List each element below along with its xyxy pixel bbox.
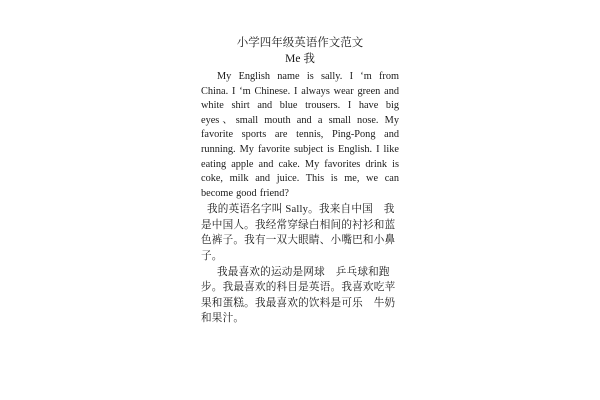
document-subtitle: Me 我 xyxy=(285,53,315,65)
document-title: 小学四年级英语作文范文 xyxy=(236,37,364,49)
english-paragraph: My English name is sally. I ‘m from China. I ‘m Chinese. I always wear green and white shirt and blue trousers. I have big eyes、small mouth and a small nose. My favorite sports are tennis, Ping-Pong and running. My favorite subject is English. I like eating apple and cake. My favorites drink is coke, milk and juice. This is me, we can become good friend? xyxy=(201,71,399,199)
chinese-paragraph-2: 我最喜欢的运动是网球 乒乓球和跑步。我最喜欢的科目是英语。我喜欢吃苹果和蛋糕。我最喜欢的饮料是可乐 牛奶和果汁。 xyxy=(201,266,396,325)
chinese-paragraph-1: 我的英语名字叫 Sally。我来自中国 我是中国人。我经常穿绿白相间的衬衫和蓝色裤子。我有一双大眼睛、小嘴巴和小鼻子。 xyxy=(201,204,396,262)
document-page xyxy=(201,36,399,327)
